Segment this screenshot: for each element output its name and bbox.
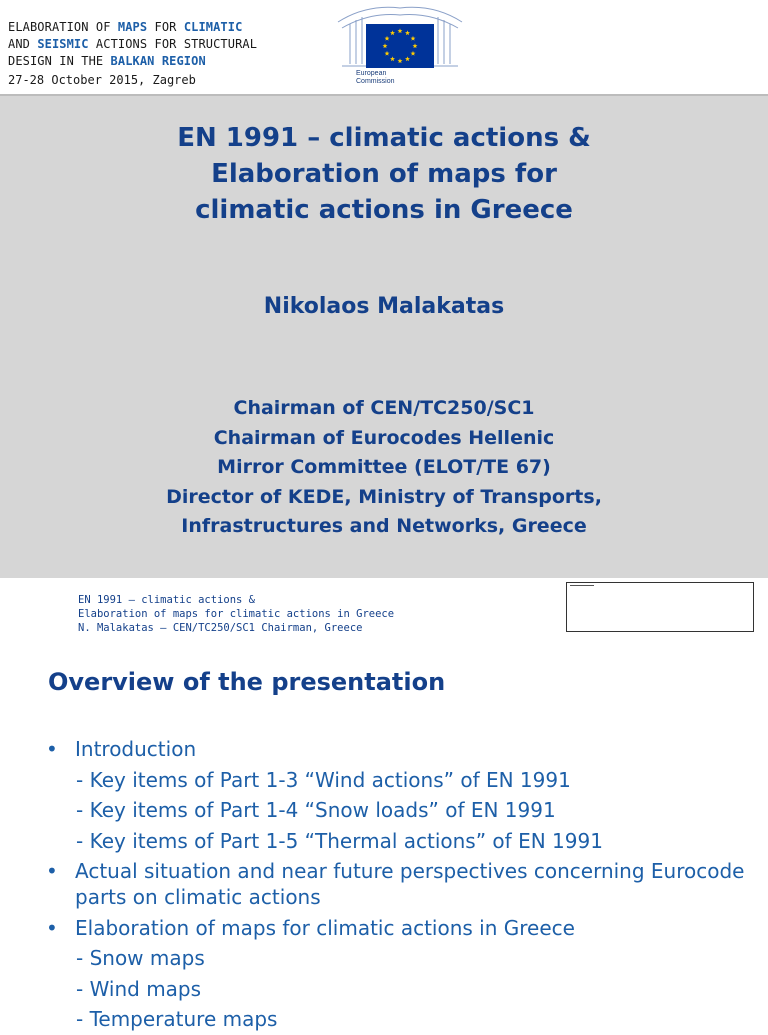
sub-item	[46, 974, 746, 1005]
title-word: ELABORATION OF	[8, 20, 118, 34]
title-line: EN 1991 – climatic actions &	[177, 123, 591, 153]
bullet-text: - Key items of Part 1-3 “Wind actions” of EN 1991	[76, 767, 571, 792]
bullet-item	[46, 856, 746, 913]
sub-item	[46, 1004, 746, 1035]
logo-caption-line1: European	[356, 70, 387, 77]
highlighted-word: CLIMATIC	[183, 20, 243, 34]
title-slide	[0, 94, 768, 578]
bullet-item	[46, 913, 746, 944]
logo-caption	[356, 70, 436, 86]
conference-title-line	[8, 36, 328, 53]
bullet-icon: •	[46, 915, 58, 940]
role-line: Mirror Committee (ELOT/TE 67)	[217, 456, 551, 478]
slide-running-head	[78, 593, 538, 635]
bullet-text: Introduction	[75, 737, 197, 761]
presentation-title	[0, 120, 768, 228]
bullet-text: Elaboration of maps for climatic actions in Greece	[75, 915, 575, 940]
role-line: Chairman of CEN/TC250/SC1	[233, 397, 535, 419]
overview-title: Overview of the presentation	[48, 668, 446, 696]
highlighted-word: BALKAN REGION	[110, 54, 206, 68]
conference-title	[8, 19, 328, 70]
title-line: climatic actions in Greece	[195, 195, 573, 225]
bullet-text: - Wind maps	[76, 976, 202, 1001]
bullet-text: - Key items of Part 1-5 “Thermal actions” of EN 1991	[76, 828, 603, 853]
logo-caption-line2: Commission	[356, 78, 395, 85]
bullet-item	[46, 734, 746, 765]
title-word: ACTIONS FOR STRUCTURAL	[88, 37, 258, 51]
title-line: Elaboration of maps for	[211, 159, 557, 189]
conference-title-line	[8, 19, 328, 36]
role-line: Director of KEDE, Ministry of Transports,	[166, 485, 602, 508]
author-roles	[0, 394, 768, 542]
conference-date-place: 27-28 October 2015, Zagreb	[8, 73, 196, 87]
bullet-text: - Snow maps	[76, 946, 205, 970]
conference-title-line	[8, 53, 328, 70]
role-line: Chairman of Eurocodes Hellenic	[213, 426, 555, 449]
sub-item	[46, 826, 746, 857]
running-head-line: EN 1991 – climatic actions &	[78, 594, 256, 606]
bullet-text: - Temperature maps	[76, 1007, 278, 1031]
running-head-line: N. Malakatas – CEN/TC250/SC1 Chairman, Greece	[78, 622, 363, 634]
role-line: Infrastructures and Networks, Greece	[181, 515, 587, 537]
bullet-text: - Key items of Part 1-4 “Snow loads” of EN 1991	[76, 798, 556, 822]
highlighted-word: MAPS	[117, 20, 148, 34]
bullet-icon: •	[46, 859, 58, 883]
author-name: Nikolaos Malakatas	[263, 294, 505, 319]
title-word: FOR	[147, 20, 184, 34]
bullet-text: Actual situation and near future perspectives concerning Eurocode parts on climatic actions	[75, 859, 745, 909]
title-word: AND	[8, 37, 38, 51]
sub-item	[46, 765, 746, 796]
slide-header	[0, 0, 768, 94]
highlighted-word: SEISMIC	[37, 37, 89, 51]
placeholder-box	[566, 582, 754, 632]
sub-item	[46, 943, 746, 974]
bullet-icon: •	[46, 737, 58, 761]
running-head-line: Elaboration of maps for climatic actions in Greece	[78, 608, 395, 620]
overview-bullet-list	[46, 734, 746, 1035]
title-word: DESIGN IN THE	[8, 54, 111, 68]
sub-item	[46, 795, 746, 826]
placeholder-mark	[570, 585, 594, 586]
